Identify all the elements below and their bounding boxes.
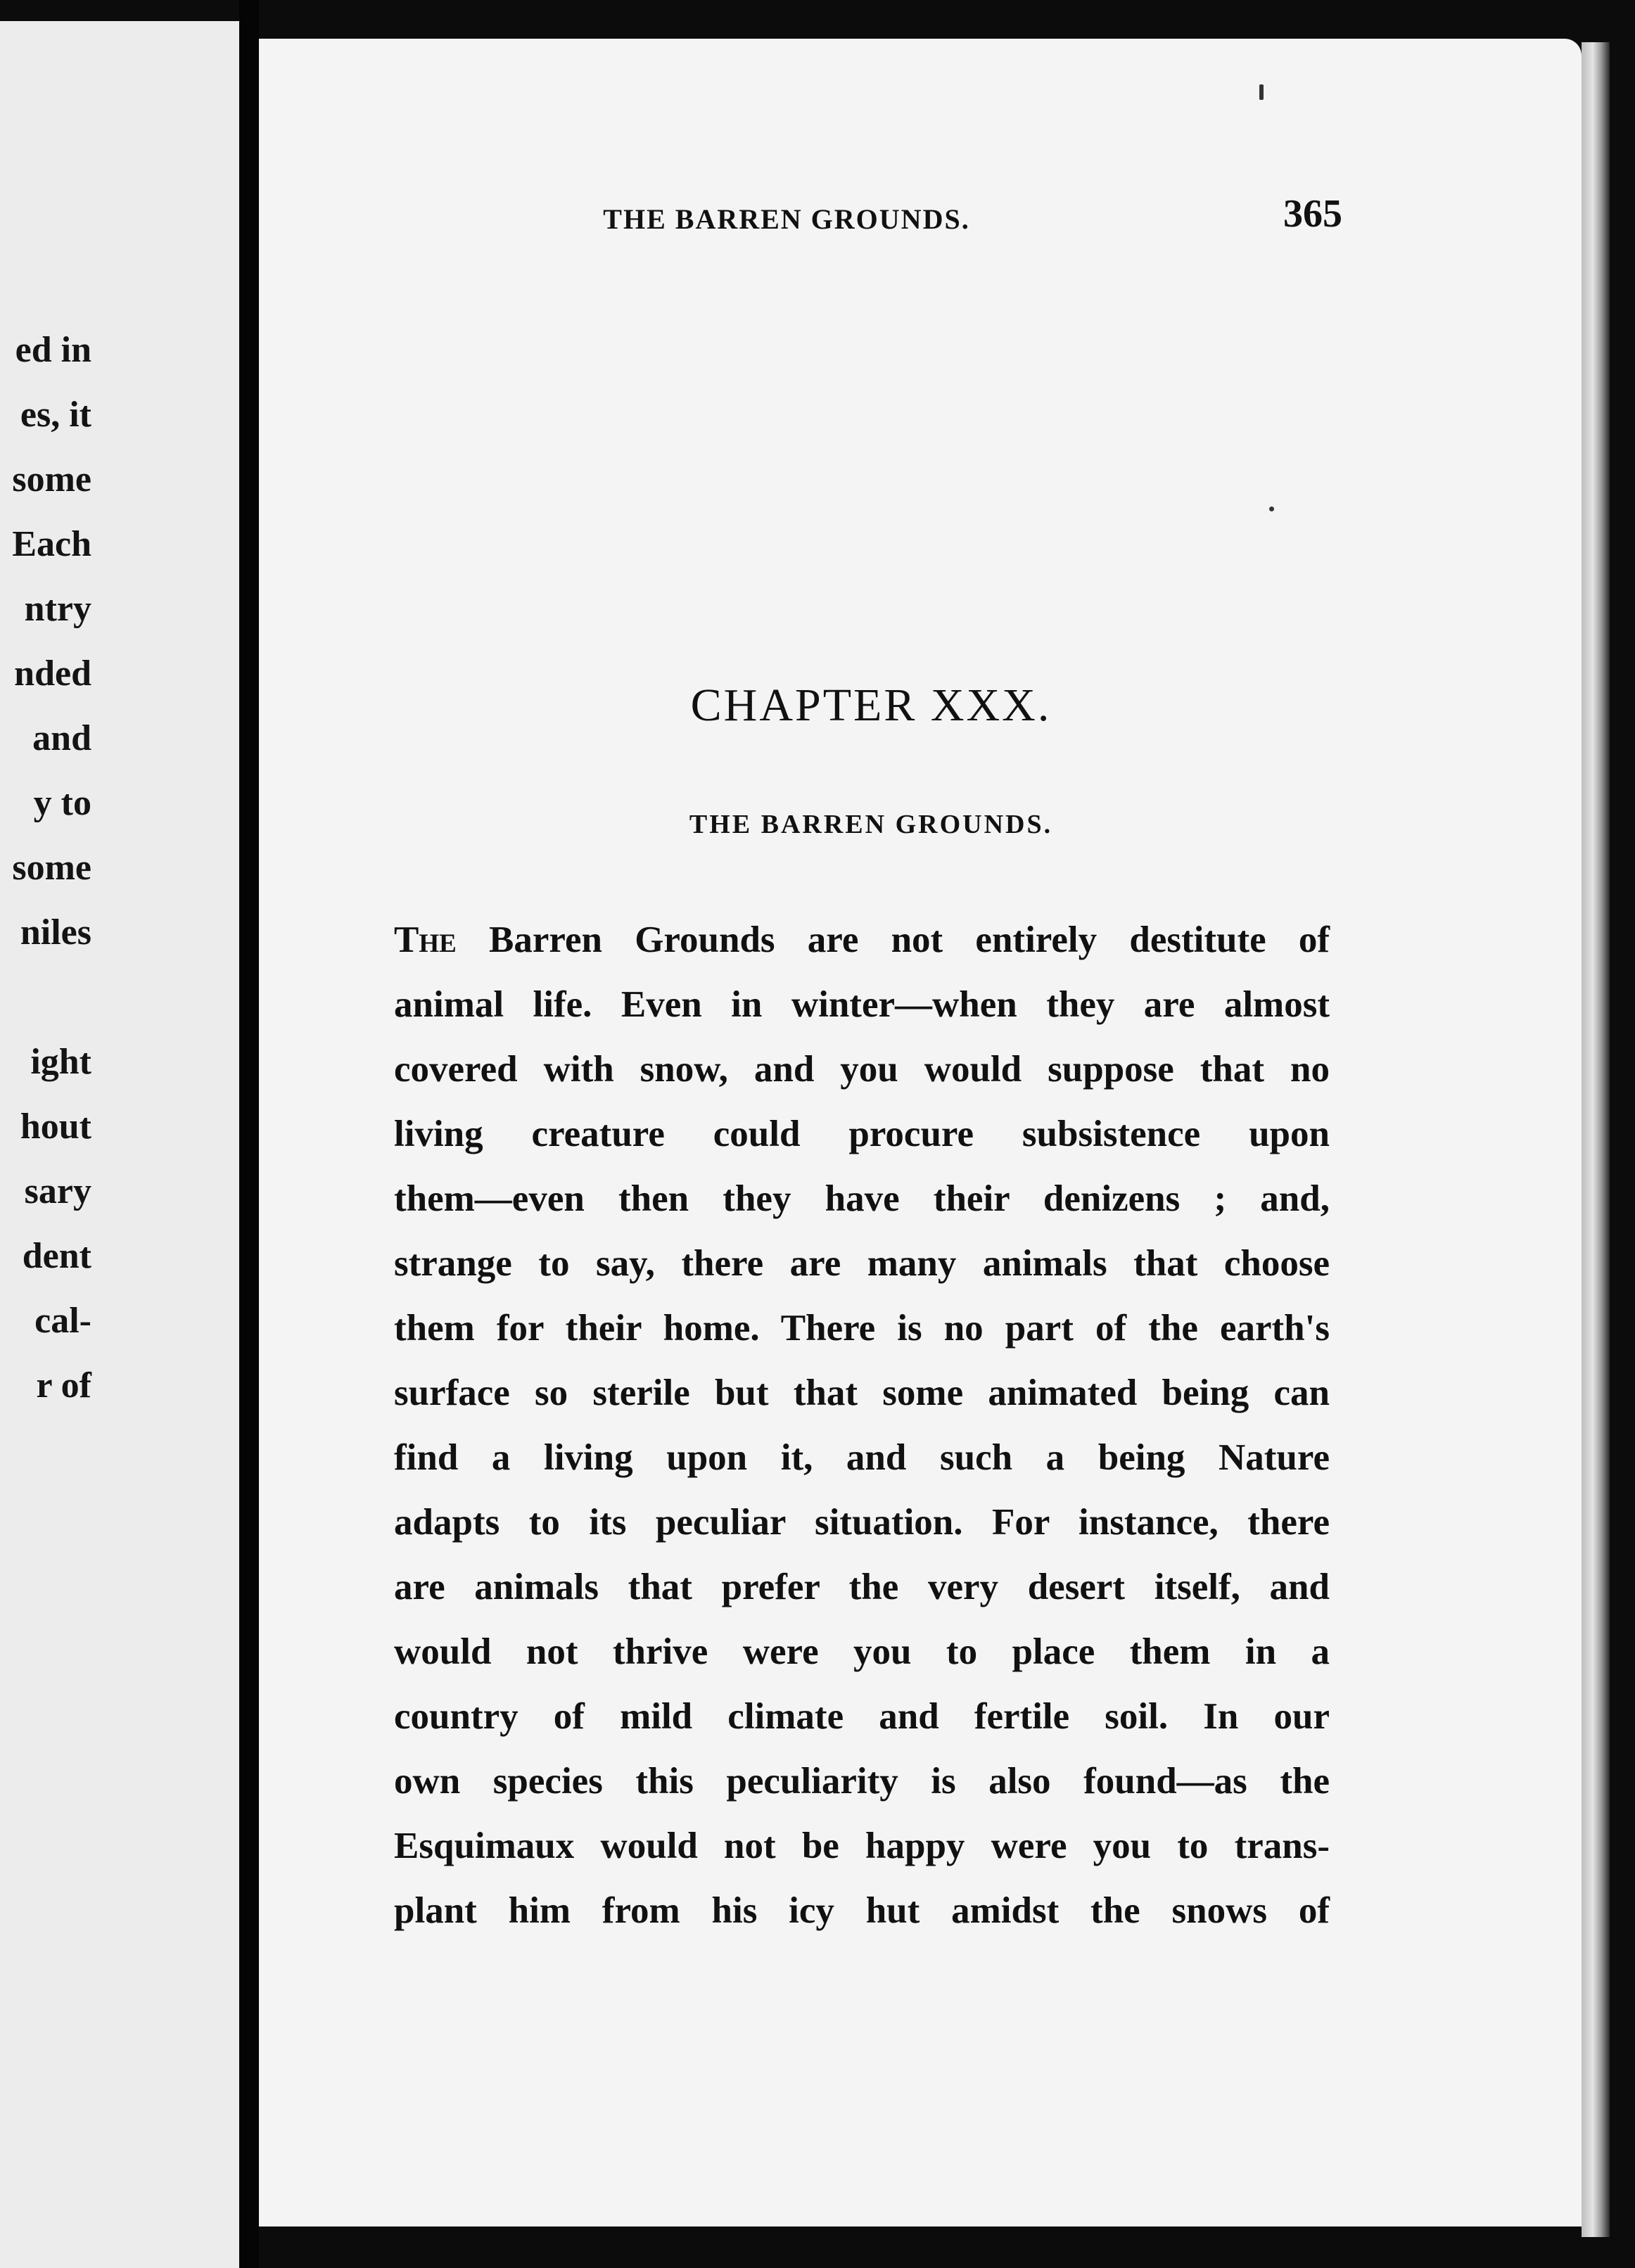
previous-page-line: some (12, 459, 91, 499)
previous-page-line: y to (33, 783, 91, 823)
page-number: 365 (1283, 192, 1342, 236)
text-line (394, 907, 1330, 972)
text-line: them—even then they have their denizens ; and, (394, 1178, 1330, 1219)
previous-page-line: ed in (15, 330, 91, 370)
previous-page-line: es, it (20, 395, 91, 435)
text-line: Esquimaux would not be happy were you to trans- (394, 1826, 1330, 1866)
previous-page-line: cal- (34, 1301, 91, 1341)
text-line: surface so sterile but that some animated being can (394, 1372, 1330, 1413)
text-line: are animals that prefer the very desert itself, and (394, 1567, 1330, 1607)
previous-page-line: ntry (24, 589, 91, 629)
previous-page-line: ight (30, 1042, 91, 1082)
previous-page-line: r of (36, 1365, 91, 1406)
book-gutter (239, 0, 259, 2268)
previous-page-line: niles (20, 912, 91, 953)
text-line: would not thrive were you to place them in a (394, 1631, 1330, 1672)
text-line: country of mild climate and fertile soil. In our (394, 1696, 1330, 1737)
text-line: own species this peculiarity is also found—as the (394, 1761, 1330, 1802)
previous-page-line: hout (20, 1107, 91, 1147)
drop-word: The (394, 919, 457, 960)
previous-page-line: and (32, 718, 91, 758)
previous-page-line: some (12, 848, 91, 888)
page-edge (1582, 42, 1610, 2237)
text-line: strange to say, there are many animals that choose (394, 1243, 1330, 1284)
section-title: THE BARREN GROUNDS. (689, 810, 1053, 839)
chapter-title: CHAPTER XXX. (690, 680, 1052, 731)
previous-page-line: dent (22, 1236, 91, 1276)
text-line: adapts to its peculiar situation. For instance, there (394, 1502, 1330, 1543)
text-line: plant him from his icy hut amidst the snows of (394, 1890, 1330, 1931)
previous-page-line: nded (14, 654, 91, 694)
previous-page-line: sary (24, 1171, 91, 1211)
previous-page (0, 21, 239, 2268)
print-speck (1269, 507, 1274, 511)
running-head (400, 183, 1342, 239)
print-speck (1259, 84, 1264, 100)
text-line: find a living upon it, and such a being Nature (394, 1437, 1330, 1478)
text-line: animal life. Even in winter—when they are almost (394, 984, 1330, 1025)
previous-page-line: Each (12, 524, 91, 564)
body-text (394, 907, 1330, 1943)
text-line: covered with snow, and you would suppose that no (394, 1049, 1330, 1090)
first-line-text: Barren Grounds are not entirely destitute of (489, 919, 1330, 960)
text-line: them for their home. There is no part of the earth's (394, 1308, 1330, 1349)
text-line: living creature could procure subsistence upon (394, 1114, 1330, 1154)
running-head-title: THE BARREN GROUNDS. (603, 203, 970, 235)
